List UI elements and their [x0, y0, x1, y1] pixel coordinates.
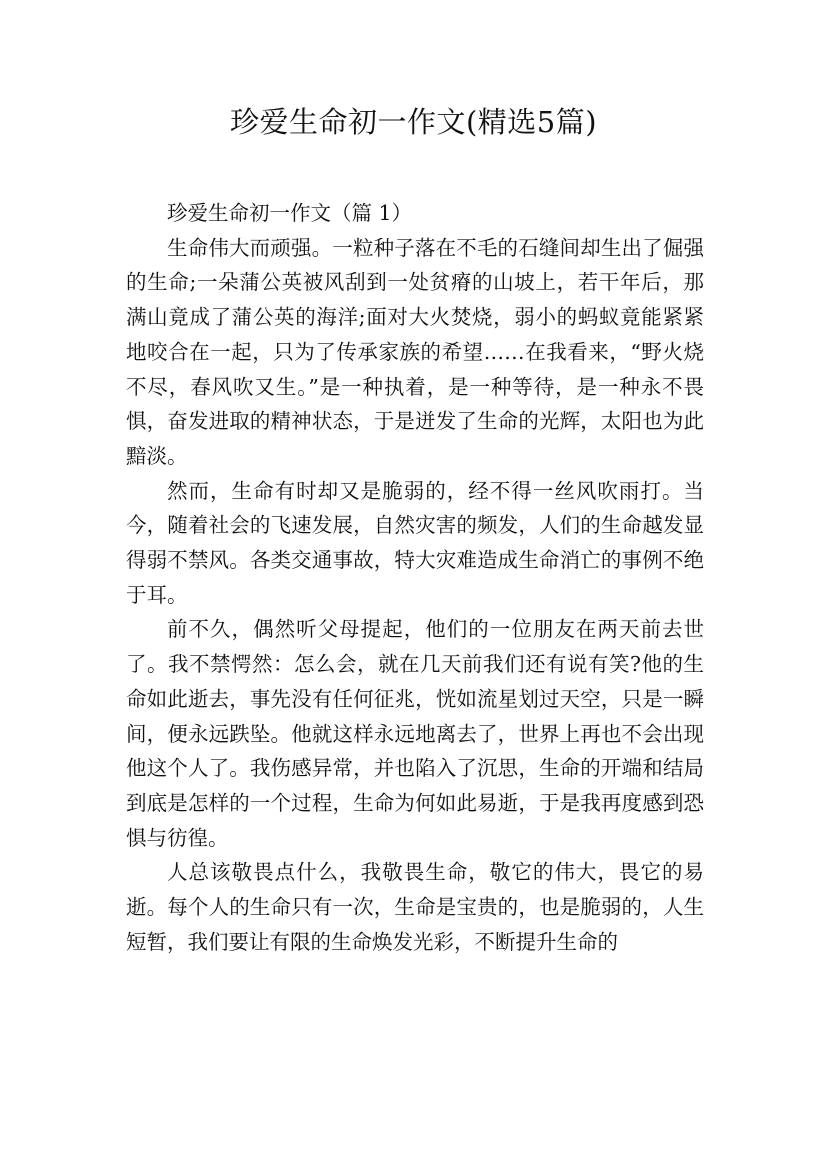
paragraph-4: 人总该敬畏点什么，我敬畏生命，敬它的伟大，畏它的易逝。每个人的生命只有一次，生命是宝贵的，也是脆弱的，人生短暂，我们要让有限的生命焕发光彩，不断提升生命的	[126, 860, 704, 954]
section-heading: 珍爱生命初一作文（篇 1）	[167, 201, 413, 225]
document-title: 珍爱生命初一作文(精选5篇)	[229, 105, 598, 139]
paragraph-2: 然而，生命有时却又是脆弱的，经不得一丝风吹雨打。当今，随着社会的飞速发展，自然灾害的频发，人们的生命越发显得弱不禁风。各类交通事故，特大灾难造成生命消亡的事例不绝于耳。	[126, 478, 704, 607]
paragraph-1: 生命伟大而顽强。一粒种子落在不毛的石缝间却生出了倔强的生命;一朵蒲公英被风刮到一处贫瘠的山坡上，若干年后，那满山竟成了蒲公英的海洋;面对大火焚烧，弱小的蚂蚁竟能紧紧地咬合在一起，只为了传承家族的希望……在我看来，“野火烧不尽，春风吹又生。”是一种执着，是一种等待，是一种永不畏惧，奋发进取的精神状态，于是迸发了生命的光辉，太阳也为此黯淡。	[126, 235, 704, 468]
paragraph-3: 前不久，偶然听父母提起，他们的一位朋友在两天前去世了。我不禁愕然：怎么会，就在几天前我们还有说有笑?他的生命如此逝去，事先没有任何征兆，恍如流星划过天空，只是一瞬间，便永远跌坠。他就这样永远地离去了，世界上再也不会出现他这个人了。我伤感异常，并也陷入了沉思，生命的开端和结局到底是怎样的一个过程，生命为何如此易逝，于是我再度感到恐惧与彷徨。	[126, 617, 704, 850]
document-body	[126, 196, 704, 959]
